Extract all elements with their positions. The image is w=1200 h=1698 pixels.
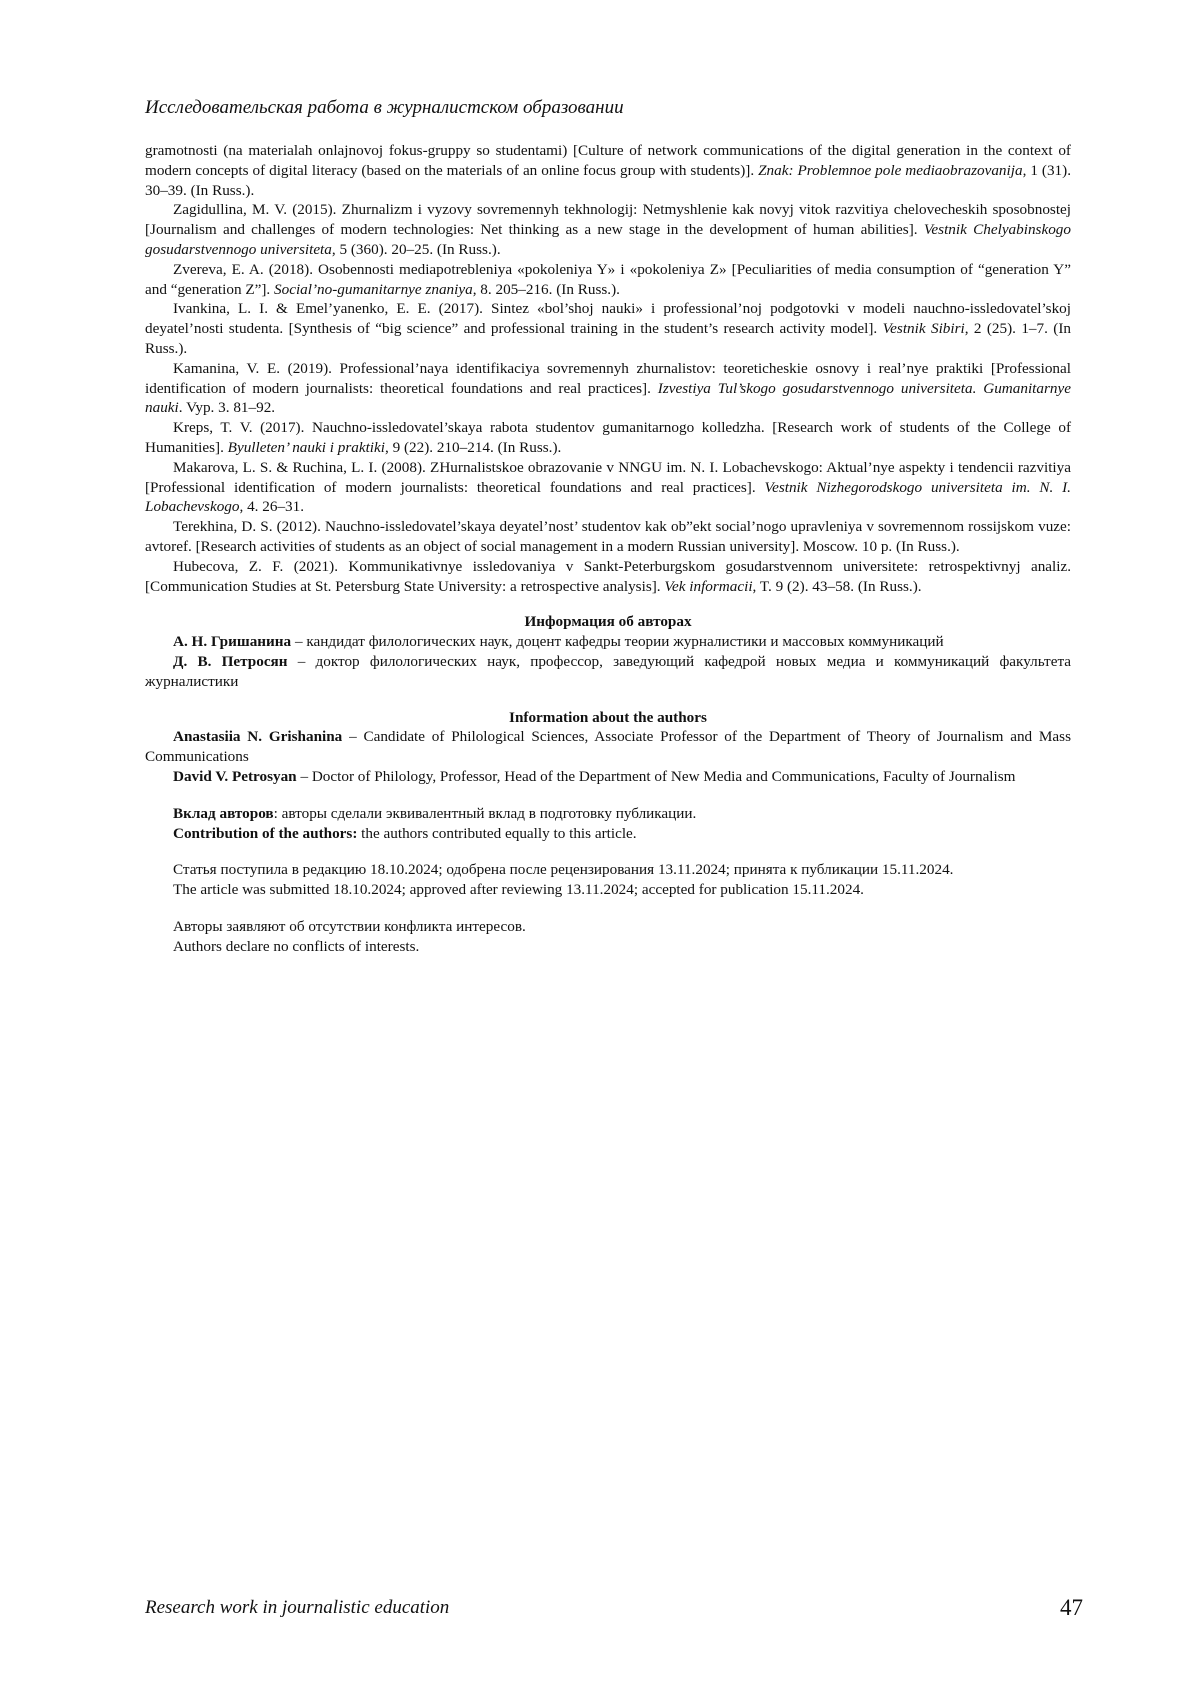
reference-item: gramotnosti (na materialah onlajnovoj fokus-gruppy so studentami) [Culture of network communications of the digital generation in the context of modern concepts of digital literacy (based on the materials of an online focus group with students)]. Znak: Problemnoe pole mediaobrazovanija, 1 (31). 30–39. (In Russ.). (145, 142, 1071, 199)
reference-journal: Vestnik Nizhegorodskogo universiteta im. N. I. Lobachevskogo (145, 478, 1071, 516)
author-name: David V. Petrosyan (173, 767, 297, 785)
spacer (145, 787, 1071, 804)
reference-item: Ivankina, L. I. & Emel’yanenko, E. E. (2017). Sintez «bol’shoj nauki» i professional’noj podgotovki v modeli nauchno-issledovatel’skoj deyatel’nosti studenta. [Synthesis of “big science” and professional training in the student’s research activity model]. Vestnik Sibiri, 2 (25). 1–7. (In Russ.). (145, 300, 1071, 357)
dates-ru: Статья поступила в редакцию 18.10.2024; одобрена после рецензирования 13.11.2024; принята к публикации 15.11.2024. (173, 861, 954, 879)
reference-journal: Izvestiya Tul’skogo gosudarstvennogo universiteta. Gumanitarnye nauki (145, 379, 1071, 417)
reference-journal: Znak: Problemnoe pole mediaobrazovanija (758, 161, 1023, 179)
conflicts-block (145, 917, 1071, 957)
reference-item: Zagidullina, M. V. (2015). Zhurnalizm i vyzovy sovremennyh tekhnologij: Netmyshlenie kak novyj vitok razvitiya chelovecheskih sposobnostej [Journalism and challenges of modern technologies: Net thinking as a new stage in the development of human abilities]. Vestnik Chelyabinskogo gosudarstvennogo universiteta, 5 (360). 20–25. (In Russ.). (145, 201, 1071, 258)
section-title: Information about the authors (509, 708, 707, 726)
section-title: Информация об авторах (524, 613, 692, 631)
dates-en: The article was submitted 18.10.2024; approved after reviewing 13.11.2024; accepted for publication 15.11.2024. (173, 881, 864, 899)
contribution-ru: Вклад авторов: авторы сделали эквивалентный вклад в подготовку публикации. (173, 804, 697, 822)
reference-journal: Vestnik Sibiri (882, 320, 965, 338)
reference-item: Kreps, T. V. (2017). Nauchno-issledovatel’skaya rabota studentov gumanitarnogo kolledzha. [Research work of students of the College of Humanities]. Byulleten’ nauki i praktiki, 9 (22). 210–214. (In Russ.). (145, 419, 1071, 456)
dates-block (145, 860, 1071, 900)
reference-journal: Social’no-gumanitarnye znaniya (274, 280, 473, 298)
spacer (145, 900, 1071, 917)
spacer (145, 843, 1071, 860)
reference-item: Zvereva, E. A. (2018). Osobennosti mediapotrebleniya «pokoleniya Y» i «pokoleniya Z» [Peculiarities of media consumption of “generation Y” and “generation Z”]. Social’no-gumanitarnye znaniya, 8. 205–216. (In Russ.). (145, 260, 1071, 298)
conflicts-en: Authors declare no conflicts of interests. (173, 937, 420, 955)
author-entry: Anastasiia N. Grishanina – Candidate of Philological Sciences, Associate Professor of the Department of Theory of Journalism and Mass Communications (145, 728, 1071, 766)
running-footer: Research work in journalistic education (145, 1597, 450, 1618)
page-number: 47 (1060, 1595, 1083, 1620)
authors-info-ru (145, 612, 1071, 691)
reference-journal: Vestnik Chelyabinskogo gosudarstvennogo universiteta (145, 221, 1071, 258)
reference-journal: Byulleten’ nauki i praktiki (227, 438, 385, 456)
reference-item: Hubecova, Z. F. (2021). Kommunikativnye issledovaniya v Sankt-Peterburgskom gosudarstvennom universitete: retrospektivnyj analiz. [Communication Studies at St. Petersburg State University: a retrospective analysis]. Vek informacii, T. 9 (2). 43–58. (In Russ.). (145, 557, 1071, 595)
author-name: А. Н. Гришанина (173, 633, 292, 651)
reference-item: Kamanina, V. E. (2019). Professional’naya identifikaciya sovremennyh zhurnalistov: teoreticheskie osnovy i real’nye praktiki [Professional identification of modern journalists: theoretical foundations and real practices]. Izvestiya Tul’skogo gosudarstvennogo universiteta. Gumanitarnye nauki. Vyp. 3. 81–92. (145, 359, 1071, 417)
running-header: Исследовательская работа в журналистском образовании (145, 97, 624, 118)
page-content (145, 141, 1071, 956)
author-name: Д. В. Петросян (173, 652, 288, 670)
authors-info-en (145, 708, 1071, 787)
reference-journal: Vek informacii (664, 577, 753, 595)
conflicts-ru: Авторы заявляют об отсутствии конфликта интересов. (173, 917, 526, 935)
contribution-en: Contribution of the authors: the authors contributed equally to this article. (173, 824, 637, 842)
author-name: Anastasiia N. Grishanina (173, 728, 343, 746)
author-entry: А. Н. Гришанина – кандидат филологических наук, доцент кафедры теории журналистики и массовых коммуникаций (173, 633, 944, 651)
contribution-block (145, 804, 1071, 844)
reference-item: Terekhina, D. S. (2012). Nauchno-issledovatel’skaya deyatel’nost’ studentov kak ob”ekt social’nogo upravleniya v sovremennom rossijskom vuze: avtoref. [Research activities of students as an object of social management in a modern Russian university]. Moscow. 10 p. (In Russ.). (145, 518, 1071, 555)
author-entry: Д. В. Петросян – доктор филологических наук, профессор, заведующий кафедрой новых медиа и коммуникаций факультета журналистики (145, 652, 1072, 690)
author-entry: David V. Petrosyan – Doctor of Philology, Professor, Head of the Department of New Media and Communications, Faculty of Journalism (173, 767, 1016, 785)
reference-list (145, 141, 1071, 596)
reference-item: Makarova, L. S. & Ruchina, L. I. (2008). ZHurnalistskoe obrazovanie v NNGU im. N. I. Lobachevskogo: Aktual’nye aspekty i tendencii razvitiya [Professional identification of modern journalists: theoretical foundations and real practices]. Vestnik Nizhegorodskogo universiteta im. N. I. Lobachevskogo, 4. 26–31. (145, 458, 1071, 516)
